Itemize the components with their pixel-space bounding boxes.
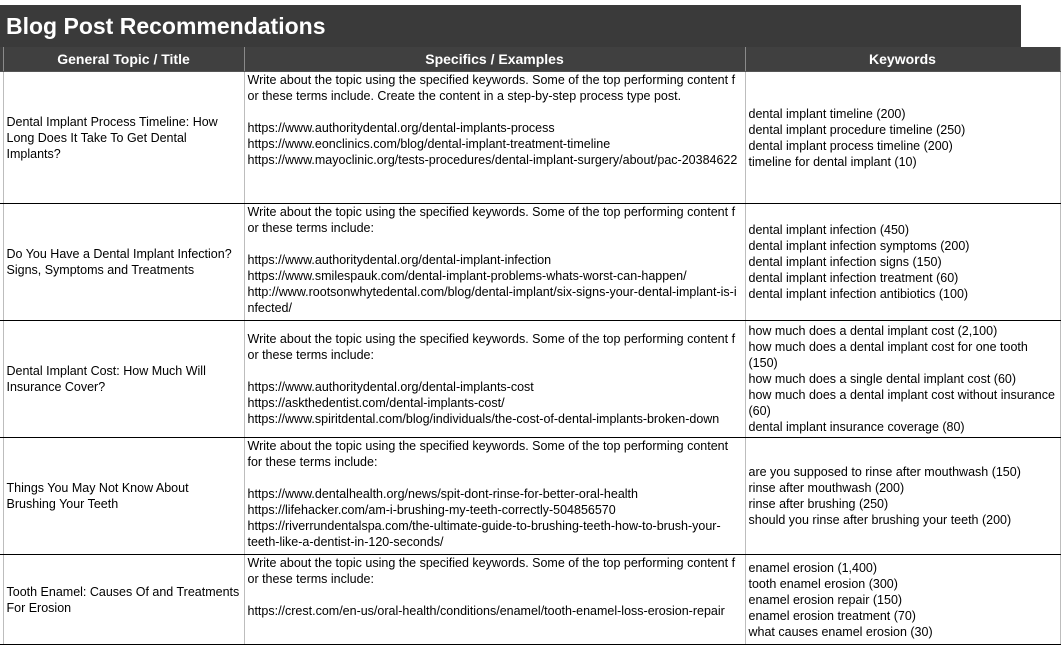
blank-line (248, 363, 742, 379)
example-link: https://www.smilespauk.com/dental-implant-problems-whats-worst-can-happen/ (247, 269, 687, 283)
keyword-item: enamel erosion (1,400) (748, 560, 878, 575)
keywords-cell[interactable] (745, 438, 1060, 555)
keyword-item: how much does a dental implant cost (2,100) (748, 324, 998, 338)
specifics-intro: Write about the topic using the specified keywords. Some of the top performing content for these terms include. Create the content in a step-by-step process type post. (247, 73, 736, 103)
spreadsheet-grid (0, 47, 1055, 646)
specifics-cell[interactable] (244, 204, 745, 321)
column-header-topic[interactable]: General Topic / Title (3, 47, 244, 72)
blank-line (248, 104, 742, 120)
keyword-item: dental implant procedure timeline (250) (748, 122, 966, 137)
example-link: https://crest.com/en-us/oral-health/conditions/enamel/tooth-enamel-loss-erosion-repair (247, 604, 725, 618)
blank-line (248, 470, 742, 486)
blank-line (248, 587, 742, 603)
recommendations-table (0, 47, 1061, 645)
specifics-intro: Write about the topic using the specified keywords. Some of the top performing content for these terms include: (247, 205, 736, 235)
keywords-cell[interactable] (745, 555, 1060, 645)
header-row (0, 47, 1060, 72)
keyword-item: how much does a dental implant cost for one tooth (150) (748, 340, 1028, 370)
keyword-item: rinse after brushing (250) (748, 497, 889, 511)
keywords-cell[interactable] (745, 72, 1060, 204)
keyword-item: should you rinse after brushing your teeth (200) (748, 513, 1012, 527)
keyword-item: dental implant insurance coverage (80) (748, 420, 965, 434)
keyword-item: how much does a single dental implant cost (60) (748, 372, 1017, 386)
keyword-item: enamel erosion repair (150) (748, 592, 903, 607)
specifics-intro: Write about the topic using the specified keywords. Some of the top performing content for these terms include: (247, 556, 736, 586)
example-link: https://www.eonclinics.com/blog/dental-implant-treatment-timeline (247, 137, 611, 151)
example-link: https://lifehacker.com/am-i-brushing-my-teeth-correctly-504856570 (247, 503, 616, 517)
keywords-cell[interactable] (745, 321, 1060, 438)
example-link: https://www.authoritydental.org/dental-implants-process (247, 121, 555, 135)
keyword-item: dental implant process timeline (200) (748, 138, 953, 153)
topic-cell[interactable]: Do You Have a Dental Implant Infection? Signs, Symptoms and Treatments (3, 204, 244, 321)
sheet-title: Blog Post Recommendations (0, 5, 1021, 47)
topic-cell[interactable]: Tooth Enamel: Causes Of and Treatments For Erosion (3, 555, 244, 645)
table-row (0, 321, 1060, 438)
keyword-item: dental implant infection antibiotics (100) (748, 287, 969, 301)
keyword-item: enamel erosion treatment (70) (748, 608, 916, 623)
example-link: https://www.authoritydental.org/dental-implant-infection (247, 253, 552, 267)
table-row (0, 555, 1060, 645)
keyword-item: dental implant infection treatment (60) (748, 271, 959, 285)
example-link: https://askthedentist.com/dental-implants-cost/ (247, 396, 505, 410)
keyword-item: rinse after mouthwash (200) (748, 481, 905, 495)
example-link: https://www.mayoclinic.org/tests-procedures/dental-implant-surgery/about/pac-20384622 (247, 153, 738, 167)
keyword-item: how much does a dental implant cost without insurance (60) (748, 388, 1055, 418)
specifics-intro: Write about the topic using the specified keywords. Some of the top performing content for these terms include: (247, 439, 729, 469)
topic-cell[interactable]: Dental Implant Cost: How Much Will Insurance Cover? (3, 321, 244, 438)
column-header-keywords[interactable]: Keywords (745, 47, 1060, 72)
keyword-item: dental implant infection signs (150) (748, 255, 942, 269)
keyword-item: are you supposed to rinse after mouthwash (150) (748, 465, 1021, 479)
keyword-item: tooth enamel erosion (300) (748, 576, 898, 591)
specifics-cell[interactable] (244, 438, 745, 555)
keyword-item: what causes enamel erosion (30) (748, 624, 933, 639)
column-header-specifics[interactable]: Specifics / Examples (244, 47, 745, 72)
example-link: http://www.rootsonwhytedental.com/blog/dental-implant/six-signs-your-dental-implant-is-infected/ (247, 285, 737, 315)
blank-line (248, 236, 742, 252)
keyword-item: dental implant infection (450) (748, 223, 910, 237)
example-link: https://www.authoritydental.org/dental-implants-cost (247, 380, 534, 394)
table-row (0, 72, 1060, 204)
example-link: https://riverrundentalspa.com/the-ultimate-guide-to-brushing-teeth-how-to-brush-your-teeth-like-a-dentist-in-120-seconds/ (247, 519, 721, 549)
keyword-item: timeline for dental implant (10) (748, 154, 917, 169)
example-link: https://www.spiritdental.com/blog/individuals/the-cost-of-dental-implants-broken-down (247, 412, 720, 426)
keywords-cell[interactable] (745, 204, 1060, 321)
specifics-cell[interactable] (244, 321, 745, 438)
example-link: https://www.dentalhealth.org/news/spit-dont-rinse-for-better-oral-health (247, 487, 638, 501)
topic-cell[interactable]: Dental Implant Process Timeline: How Long Does It Take To Get Dental Implants? (3, 72, 244, 204)
table-row (0, 204, 1060, 321)
keyword-item: dental implant timeline (200) (748, 106, 906, 121)
table-row (0, 438, 1060, 555)
keyword-item: dental implant infection symptoms (200) (748, 239, 970, 253)
specifics-intro: Write about the topic using the specified keywords. Some of the top performing content for these terms include: (247, 332, 736, 362)
specifics-cell[interactable] (244, 555, 745, 645)
topic-cell[interactable]: Things You May Not Know About Brushing Your Teeth (3, 438, 244, 555)
specifics-cell[interactable] (244, 72, 745, 204)
